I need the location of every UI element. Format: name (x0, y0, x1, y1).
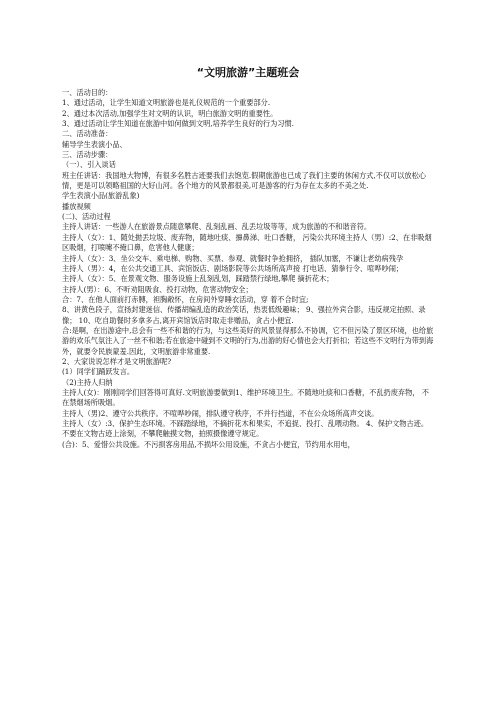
paragraph: 合:是啊，在出游途中,总会有一些不和谐的行为，与这些美好的风景显得那么不协调，它不但污染了景区环境，也给旅游的欢乐气氛注入了一丝不和谐;若在旅途中碰到不文明的行为,出游的好心情也会大打折扣；若这些不文明行为带到海外，就要令民族蒙羞.因此，文明旅游非常重要. (62, 325, 434, 356)
section-heading: 一、活动目的： (62, 88, 113, 97)
paragraph: 2、大家说说怎样才是文明旅游呢? (62, 356, 172, 366)
section-heading: 二、活动准备： (62, 129, 113, 139)
paragraph: 学生表演小品(旅游乱象) (62, 191, 140, 201)
paragraph: 主持人（女）:3、保护生态环境。不踩踏绿地，不摘折花木和果实，不追捉、投打、乱喂动物。 4、保护文物古迹。不要在文物古迹上涂刻，不攀爬触摸文物，拍照摄像遵守规定。 (62, 419, 429, 439)
paragraph: 主持人（男）：4，在公共交通工具、宾馆饭店、剧场影院等公共场所高声接 打电话、猜拳行令、喧哗吵闹； (62, 263, 404, 273)
document-title: “文明旅游”主题班会 (196, 66, 300, 79)
paragraph: (1）同学们踊跃发言。 (62, 367, 135, 377)
paragraph: 主持人（女）：1、随处拋丢垃圾、废弃物，随地吐痰、擤鼻涕、吐口香糖， 污染公共环境主持人（男）:2、在非吸烟区吸烟，打喷嚏不掩口鼻，危害他人健康； (62, 232, 432, 253)
paragraph: 主持人（女）：5、在景观文物、服务设施上乱刻乱划，踩踏禁行绿地,攀爬 摘折花木； (62, 274, 334, 284)
paragraph: 2、通过本次活动,加强学生对文明的认识，明白旅游文明的重要性。 (62, 108, 278, 118)
paragraph: 主持人讲话：一些游人在旅游景点随意攀爬、乱刻乱画、乱丢垃圾等等，成为旅游的不和谐音符。 (62, 222, 372, 232)
subsection-heading: （一）、引入谈话 (62, 160, 116, 170)
paragraph: 辅导学生表演小品、 (62, 139, 127, 149)
section-heading: 三、活动步骤： (62, 150, 113, 160)
paragraph: 主持人（女）：3、坐公交车、乘电梯、购物、买票、参观、就餐时争抢拥挤， 插队加塞，不谦让老幼病残孕 (62, 253, 404, 263)
subsection-heading: (二)、活动过程 (62, 212, 111, 222)
paragraph: 合：7、在他人面前打赤膊，袒胸敞怀，在房间外穿睡衣活动，穿 着不合时宜; (62, 294, 309, 304)
paragraph: 8、讲黄色段子，宣扬封建迷信、传播胡编乱造的政治笑话，热衷低级趣味； 9、强拉外宾合影，违反规定拍照、录像； 10、吃自助餐时多拿多占,离开宾馆饭店时取走非赠品，贪占小便宜. (62, 305, 426, 325)
document-body (62, 88, 434, 450)
paragraph: 班主任讲话：我国地大物博，有很多名胜古迹要我们去饱览.假期旅游也已成了我们主要的休闲方式,不仅可以放松心情，更是可以领略祖国的大好山河。各个地方的风景都很美,可是游客的行为存在太多的不美之处. (62, 170, 426, 191)
paragraph: 主持人（男)2、遵守公共秩序。不喧哗吵闹，排队遵守秩序，不并行挡道，不在公众场所高声交谈。 (62, 408, 379, 418)
paragraph: 主持人(男）：6、不听劝阻吸食、投打动物，危害动物安全； (62, 284, 253, 294)
paragraph: （2)主持人归纳 (62, 377, 113, 387)
paragraph: (合)：5、爱惜公共设施。不污损客房用品,不损坏公用设施，不贪占小便宜，节约用水用电， (62, 439, 355, 449)
paragraph: 主持人(女)：刚刚同学们回答得可真好.文明旅游要做到1、维护环境卫生。不随地吐痰和口香糖，不乱扔废弃物， 不在禁烟场所吸烟。 (62, 387, 429, 408)
paragraph: 1、通过活动，让学生知道文明旅游也是礼仪规范的一个重要部分. (62, 98, 271, 108)
paragraph: 3、通过活动让学生知道在旅游中如何做到文明,培养学生良好的行为习惯. (62, 119, 294, 129)
paragraph: 播放视频 (62, 201, 91, 211)
